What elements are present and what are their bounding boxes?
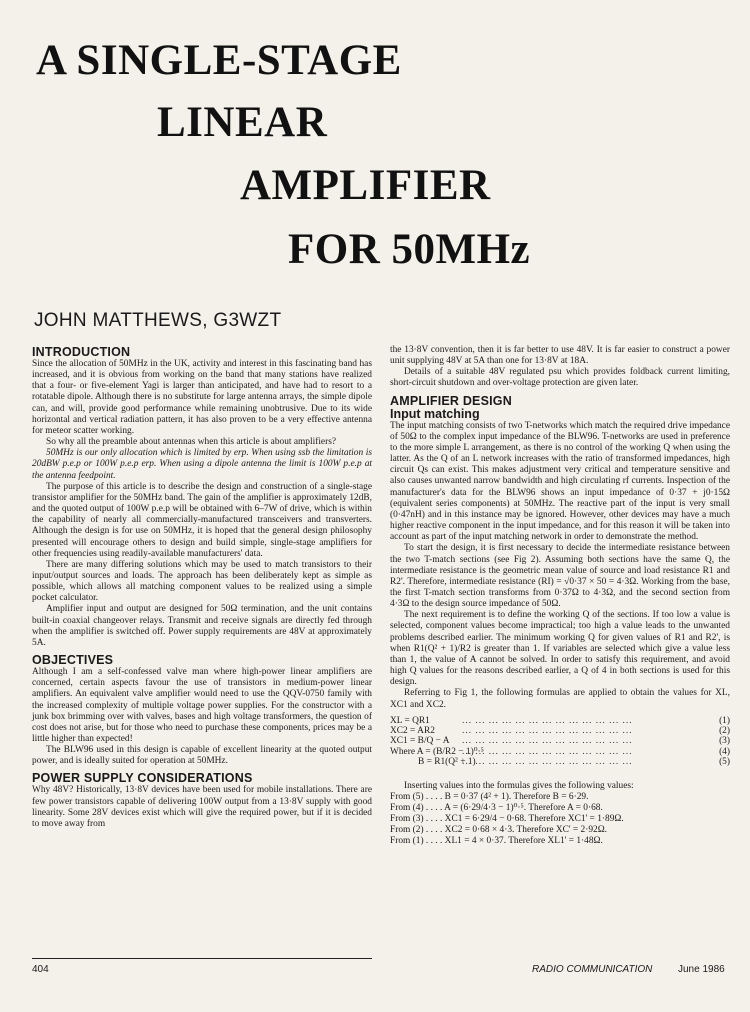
formula-number: (3) — [719, 736, 730, 747]
intro-paragraph-5: There are many differing solutions which may be used to match transistors to their input/output sources and loads. The approach has been deliberately kept as simple as possible, which allows all matching component values to be realized using a simple pocket calculator. — [32, 559, 372, 604]
intro-paragraph-3: 50MHz is our only allocation which is limited by erp. When using ssb the limitation is 20dBW p.e.p or 100W p.e.p erp. When using a dipole antenna the limit is 100W p.e.p at the antenna feedpoint. — [32, 448, 372, 481]
formula-expression: XC2 = AR2 — [390, 725, 435, 736]
formula-number: (4) — [719, 746, 730, 757]
result-line: From (3) . . . . XC1 = 6·29/4 − 0·68. Therefore XC1' = 1·89Ω. — [390, 813, 624, 824]
formula-row — [390, 747, 730, 757]
intro-paragraph-4: The purpose of this article is to describe the design and construction of a single-stage transistor amplifier for the 50MHz band. The gain of the amplifier is approximately 12dB, and the quoted output of 100W p.e.p will be obtained with 6–7W of drive, which is within the capability of nearly all commercially-manufactured transceivers and transverters. Although the design is for use on 50MHz, it is hoped that the general design philosophy presented will encourage others to design and build simple, single-stage amplifiers for other frequencies using readily-available manufacturers' data. — [32, 481, 372, 559]
power-supply-heading: POWER SUPPLY CONSIDERATIONS — [32, 771, 253, 786]
objectives-paragraph-1: Although I am a self-confessed valve man where high-power linear amplifiers are concerned, certain aspects favour the use of transistors in medium-power linear amplifiers. An equivalent valve amplifier would need to use the QQV-0750 family with the increased complexity of multiple voltage power supplies. For the constructor with a junk box brimming over with valves, bases and high voltage transformers, the question of cost does not arise, but for those who need to purchase these components, prices may be a little higher than expected! — [32, 667, 372, 744]
author-byline: JOHN MATTHEWS, G3WZT — [34, 310, 282, 331]
formula-row — [390, 716, 730, 726]
input-matching-paragraph-4: Referring to Fig 1, the following formulas are applied to obtain the values for XL, XC1 and XC2. — [390, 688, 730, 710]
title-line-2: LINEAR — [157, 99, 328, 146]
formula-leader: ... ... ... ... ... ... ... ... ... ... ... ... ... — [462, 746, 633, 757]
results-intro: Inserting values into the formulas gives the following values: — [404, 781, 634, 792]
formula-expression: XC1 = B/Q − A — [390, 736, 450, 747]
formula-expression: B = R1(Q² + 1) — [418, 756, 476, 767]
formula-leader: ... ... ... ... ... ... ... ... ... ... ... ... ... — [462, 725, 633, 736]
result-line: From (1) . . . . XL1 = 4 × 0·37. Therefore XL1' = 1·48Ω. — [390, 835, 603, 846]
formula-leader: ... ... ... ... ... ... ... ... ... ... ... ... ... — [462, 756, 633, 767]
objectives-paragraph-2: The BLW96 used in this design is capable of excellent linearity at the quoted output power, and is ideally suited for operation at 50MHz. — [32, 745, 372, 767]
left-column — [32, 345, 372, 830]
formula-number: (1) — [719, 715, 730, 726]
amplifier-design-heading: AMPLIFIER DESIGN — [390, 393, 512, 408]
page-number: 404 — [32, 964, 49, 975]
results-list — [390, 781, 730, 846]
title-line-4: FOR 50MHz — [288, 226, 531, 273]
result-line: From (2) . . . . XC2 = 0·68 × 4·3. Therefore XC' = 2·92Ω. — [390, 824, 608, 835]
formula-row — [390, 736, 730, 746]
formula-number: (2) — [719, 725, 730, 736]
input-matching-paragraph-1: The input matching consists of two T-networks which match the required drive impedance of 50Ω to the complex input impedance of the BLW96. T-networks are used in preference to the more simple L arrangement, as there is no control of the working Q when using the latter. As the Q of an L network increases with the ratio of transformed impedances, high circuit Qs can exist. This makes adjustment very critical and temperature sensitive and also causes unwanted narrow bandwidth and high circulating rf currents. Inspection of the manufacturer's data for the BLW96 shows an input impedance of 0·37 + j0·15Ω (equivalent series components) at 50MHz. The reactive part of the input is very small (0·47nH) and in this instance may be ignored. However, other devices may have a much higher reactive component in the input impedance, and for this reason it will be taken into account as part of the input matching network in order to demonstrate the method. — [390, 420, 730, 543]
formula-expression: XL = QR1 — [390, 715, 430, 726]
result-line: From (5) . . . . B = 0·37 (4² + 1). Therefore B = 6·29. — [390, 792, 589, 803]
title-line-3: AMPLIFIER — [240, 162, 491, 209]
formula-number: (5) — [719, 756, 730, 767]
formula-leader: ... ... ... ... ... ... ... ... ... ... ... ... ... — [462, 715, 633, 726]
objectives-heading: OBJECTIVES — [32, 653, 114, 668]
power-supply-paragraph-2: Details of a suitable 48V regulated psu which provides foldback current limiting, short-circuit shutdown and over-voltage protection are given later. — [390, 367, 730, 389]
right-column — [390, 345, 730, 847]
result-line: From (4) . . . . A = (6·29/4·3 − 1)⁰·⁵. Therefore A = 0·68. — [390, 802, 603, 813]
input-matching-heading: Input matching — [390, 406, 480, 421]
journal-name: RADIO COMMUNICATION — [532, 964, 653, 975]
intro-paragraph-2: So why all the preamble about antennas when this article is about amplifiers? — [46, 437, 337, 448]
formula-leader: ... ... ... ... ... ... ... ... ... ... ... ... ... — [462, 736, 633, 747]
power-supply-paragraph-1: Why 48V? Historically, 13·8V devices have been used for mobile installations. There are few power transistors capable of delivering 100W output from a 13·8V supply with good linearity. Some 28V devices exist which will give the required power, but if it is decided to move away from — [32, 785, 372, 829]
input-matching-paragraph-3: The next requirement is to define the working Q of the sections. If too low a value is selected, component values become impractical; too high a value leads to the unwanted problems described earlier. The minimum working Q for given values of R1 and R2', is when R1(Q² + 1)/R2 is greater than 1. If variables are selected which give a value less than 1, the value of A cannot be solved. In order to satisfy this requirement, and avoid high Q values for the reasons described earlier, a Q of 4 in both sections is used for this design. — [390, 610, 730, 688]
input-matching-paragraph-2: To start the design, it is first necessary to decide the intermediate resistance between the two T-match sections (see Fig 2). Assuming both sections have the same Q, the intermediate resistance is the geometric mean value of source and load resistance R1 and R2'. Therefore, intermediate resistance (RI) = √0·37 × 50 = 4·3Ω. Working from the base, the first T-match section transforms from 0·37Ω to 4·3Ω, and the second section from 4·3Ω to the design source impedance of 50Ω. — [390, 543, 730, 610]
intro-paragraph-1: Since the allocation of 50MHz in the UK, activity and interest in this fascinating band has increased, and it is obvious from working on the band that many stations have realized that a four- or five-element Yagi is larger than anticipated, and have had to resort to a rotatable dipole. Although there is no substitute for large antenna arrays, the simple dipole can, and will, provide good performance while remaining unobtrusive. Due to its wide horizontal and vertical radiation pattern, it has also proven to be a very effective antenna for meteor scatter working. — [32, 359, 372, 436]
formula-row — [390, 757, 730, 767]
power-supply-paragraph-1-continued: the 13·8V convention, then it is far better to use 48V. It is far easier to construct a power unit supplying 48V at 5A than one for 13·8V at 18A. — [390, 345, 730, 367]
formula-list — [390, 716, 730, 767]
introduction-heading: INTRODUCTION — [32, 345, 131, 359]
footer-rule — [32, 958, 372, 959]
intro-paragraph-6: Amplifier input and output are designed for 50Ω termination, and the unit contains built-in coaxial changeover relays. Transmit and receive signals are directly fed through when the amplifier is switched off. Power supply requirements are 48V at approximately 5A. — [32, 604, 372, 648]
issue-date: June 1986 — [678, 964, 725, 975]
formula-row — [390, 726, 730, 736]
title-line-1: A SINGLE-STAGE — [36, 37, 402, 84]
formula-expression: Where A = (B/R2 − 1)⁰·⁵ — [390, 746, 484, 757]
